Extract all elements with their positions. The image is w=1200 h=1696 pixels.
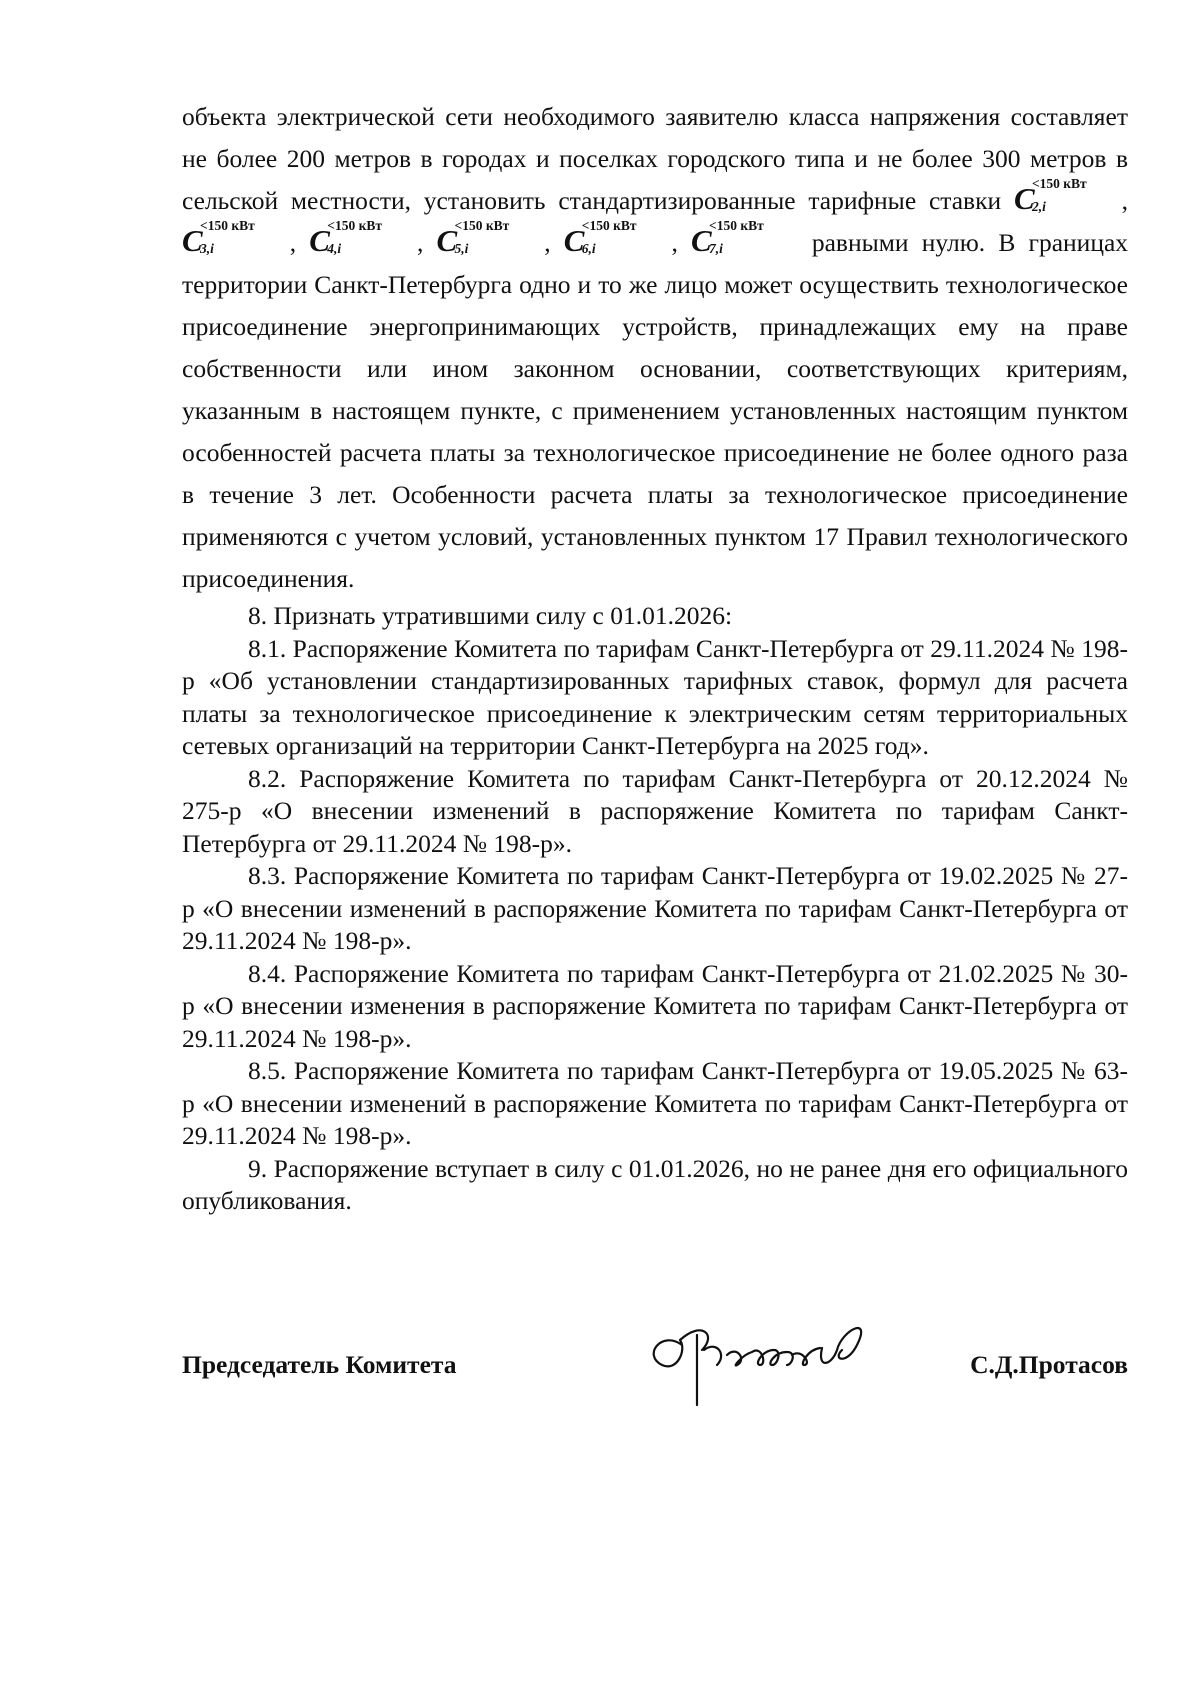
symbol-letter: C xyxy=(1013,181,1035,216)
symbol-subscript: 7,i xyxy=(709,241,723,256)
paragraph-8-1: 8.1. Распоряжение Комитета по тарифам Санкт-Петербурга от 29.11.2024 № 198-р «Об установлении стандартизированных тарифных ставок, формул для расчета платы за технологическое присоединение к электрическим сетям территориальных сетевых организаций на территории Санкт-Петербурга на 2025 год». xyxy=(182,633,1128,760)
symbol-subscript: 2,i xyxy=(1031,199,1046,214)
symbol-subscript: 3,i xyxy=(200,241,214,256)
symbol-superscript: <150 кВт xyxy=(1031,176,1087,191)
paragraph-8-3: 8.3. Распоряжение Комитета по тарифам Санкт-Петербурга от 19.02.2025 № 27-р «О внесении изменений в распоряжение Комитета по тарифам Санкт-Петербурга от 29.11.2024 № 198-р». xyxy=(182,861,1128,955)
symbol-superscript: <150 кВт xyxy=(454,218,510,233)
tariff-symbol-c5 xyxy=(436,218,544,258)
paragraph-8-5: 8.5. Распоряжение Комитета по тарифам Санкт-Петербурга от 19.05.2025 № 63-р «О внесении изменений в распоряжение Комитета по тарифам Санкт-Петербурга от 29.11.2024 № 198-р». xyxy=(182,1056,1128,1150)
symbol-superscript: <150 кВт xyxy=(581,218,637,233)
paragraph-7-text-a: объекта электрической сети необходимого заявителю класса напряжения составляет не более 200 метров в городах и поселках городского типа и не более 300 метров в сельской местности, установить стандартизированные тарифные ставки xyxy=(182,102,1128,215)
symbol-subscript: 5,i xyxy=(454,241,469,256)
signatory-name: С.Д.Протасов xyxy=(970,1350,1128,1379)
symbol-letter: C xyxy=(563,223,585,258)
signature-block xyxy=(182,1322,1128,1432)
paragraph-9: 9. Распоряжение вступает в силу с 01.01.2026, но не ранее дня его официального опубликования. xyxy=(182,1153,1128,1215)
symbol-superscript: <150 кВт xyxy=(327,218,382,233)
tariff-symbol-c6 xyxy=(563,218,671,258)
paragraph-8-2: 8.2. Распоряжение Комитета по тарифам Санкт-Петербурга от 20.12.2024 № 275-р «О внесении изменений в распоряжение Комитета по тарифам Санкт-Петербурга от 29.11.2024 № 198-р». xyxy=(182,763,1128,858)
signatory-title: Председатель Комитета xyxy=(182,1350,457,1379)
symbol-subscript: 6,i xyxy=(581,241,596,256)
paragraph-8: 8. Признать утратившими силу с 01.01.2026: xyxy=(248,601,733,630)
symbol-superscript: <150 кВт xyxy=(709,218,764,233)
symbol-superscript: <150 кВт xyxy=(200,218,255,233)
tariff-symbol-c7 xyxy=(691,218,798,258)
tariff-symbol-c4 xyxy=(309,218,416,258)
symbol-letter: C xyxy=(691,223,712,258)
paragraph-7-text-b: равными нулю. В границах территории Санкт-Петербурга одно и то же лицо может осуществить технологическое присоединение энергопринимающих устройств, принадлежащих ему на праве собственности или ином законном основании, соответствующих критериям, указанным в настоящем пункте, с применением установленных настоящим пунктом особенностей расчета платы за технологическое присоединение не более одного раза в течение 3 лет. Особенности расчета платы за технологическое присоединение применяются с учетом условий, установленных пунктом 17 Правил технологического присоединения. xyxy=(182,228,1129,593)
handwritten-signature xyxy=(642,1310,892,1420)
tariff-symbol-c3 xyxy=(182,218,289,258)
tariff-symbol-c2 xyxy=(1013,176,1121,216)
symbol-letter: C xyxy=(309,223,330,258)
symbol-letter: C xyxy=(182,223,203,258)
paragraph-8-4: 8.4. Распоряжение Комитета по тарифам Санкт-Петербурга от 21.02.2025 № 30-р «О внесении изменения в распоряжение Комитета по тарифам Санкт-Петербурга от 29.11.2024 № 198-р». xyxy=(182,958,1128,1053)
paragraph-7-continuation: объекта электрической сети необходимого заявителю класса напряжения составляет не более 200 метров в городах и поселках городского типа и не более 300 метров в сельской местности, установить стандартизированные тарифные ставки C <150 кВт 2,i , C <150 кВт 3,i , C <150 кВт 4,i , C <150 кВт 5,i , C <150 кВт 6,i , C <150 кВт 7,i равными нулю. В границах территории Санкт-Петербурга одно и то же лицо может осуществить технологическое присоединение энергопринимающих устройств, принадлежащих ему на праве собственности или ином законном основании, соответствующих критериям, указанным в настоящем пункте, с применением установленных настоящим пунктом особенностей расчета платы за технологическое присоединение не более одного раза в течение 3 лет. Особенности расчета платы за технологическое присоединение применяются с учетом условий, установленных пунктом 17 Правил технологического присоединения. xyxy=(182,102,1129,593)
symbol-subscript: 4,i xyxy=(327,241,342,256)
document-body xyxy=(182,96,1128,1218)
symbol-letter: C xyxy=(436,223,458,258)
